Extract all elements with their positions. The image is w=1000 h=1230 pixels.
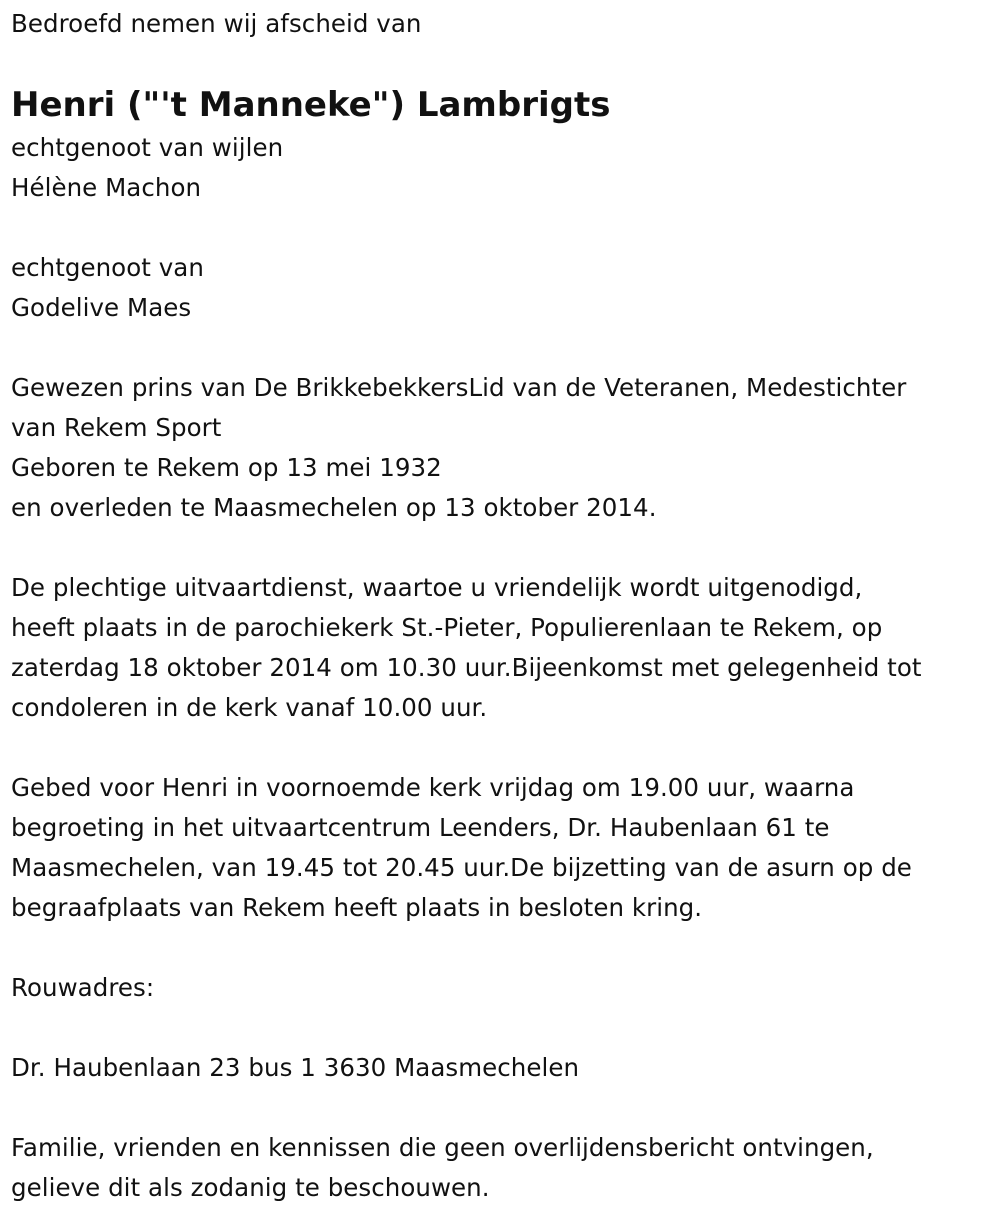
birth-line: Geboren te Rekem op 13 mei 1932	[11, 453, 442, 482]
late-spouse-label: echtgenoot van wijlen	[11, 133, 284, 162]
spacer	[11, 728, 996, 768]
prayer-line: begraafplaats van Rekem heeft plaats in besloten kring.	[11, 893, 703, 922]
intro-text: Bedroefd nemen wij afscheid van	[11, 9, 422, 38]
closing-line: Familie, vrienden en kennissen die geen overlijdensbericht ontvingen,	[11, 1133, 874, 1162]
service-line: zaterdag 18 oktober 2014 om 10.30 uur.Bijeenkomst met gelegenheid tot	[11, 653, 922, 682]
late-spouse-name: Hélène Machon	[11, 173, 202, 202]
spacer	[11, 1088, 996, 1128]
bio-line: van Rekem Sport	[11, 413, 222, 442]
spouse-label: echtgenoot van	[11, 253, 204, 282]
spacer	[11, 328, 996, 368]
address: Dr. Haubenlaan 23 bus 1 3630 Maasmechelen	[11, 1053, 580, 1082]
bio-line: Gewezen prins van De BrikkebekkersLid van de Veteranen, Medestichter	[11, 373, 907, 402]
spacer	[11, 1008, 996, 1048]
prayer-line: Gebed voor Henri in voornoemde kerk vrijdag om 19.00 uur, waarna	[11, 773, 855, 802]
spouse-name: Godelive Maes	[11, 293, 192, 322]
spacer	[11, 928, 996, 968]
closing-line: gelieve dit als zodanig te beschouwen.	[11, 1173, 490, 1202]
prayer-line: Maasmechelen, van 19.45 tot 20.45 uur.De bijzetting van de asurn op de	[11, 853, 912, 882]
service-line: heeft plaats in de parochiekerk St.-Pieter, Populierenlaan te Rekem, op	[11, 613, 883, 642]
spacer	[11, 528, 996, 568]
obituary-notice	[11, 4, 996, 1208]
service-line: De plechtige uitvaartdienst, waartoe u vriendelijk wordt uitgenodigd,	[11, 573, 863, 602]
death-line: en overleden te Maasmechelen op 13 oktober 2014.	[11, 493, 657, 522]
address-label: Rouwadres:	[11, 973, 155, 1002]
spacer	[11, 208, 996, 248]
prayer-line: begroeting in het uitvaartcentrum Leenders, Dr. Haubenlaan 61 te	[11, 813, 830, 842]
service-line: condoleren in de kerk vanaf 10.00 uur.	[11, 693, 488, 722]
deceased-name: Henri ("'t Manneke") Lambrigts	[11, 85, 611, 125]
